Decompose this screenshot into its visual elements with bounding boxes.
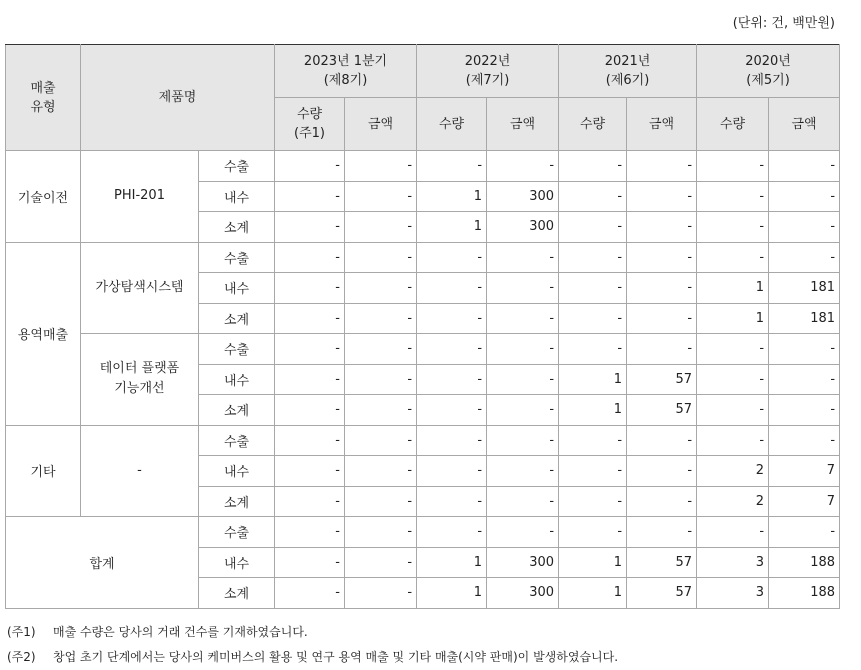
value-cell: - [559,212,627,243]
value-cell: - [559,181,627,212]
value-cell: - [487,151,559,182]
value-cell: - [697,181,769,212]
value-cell: 57 [627,364,697,395]
header-product-name: 제품명 [81,45,275,151]
table-row [6,517,840,548]
table-row [6,334,840,365]
value-cell: - [345,456,417,487]
header-sales-type: 매출 유형 [6,45,81,151]
value-cell: - [275,334,345,365]
value-cell: - [417,364,487,395]
value-cell: - [487,456,559,487]
header-qty: 수량 [559,98,627,151]
value-cell: - [345,364,417,395]
value-cell: 1 [559,395,627,426]
value-cell: 7 [769,456,840,487]
value-cell: - [769,151,840,182]
value-cell: - [769,212,840,243]
value-cell: 57 [627,578,697,609]
value-cell: - [275,273,345,304]
value-cell: - [627,273,697,304]
value-cell: 57 [627,395,697,426]
value-cell: - [697,395,769,426]
value-cell: - [345,486,417,517]
value-cell: - [769,425,840,456]
value-cell: - [345,547,417,578]
value-cell: 1 [559,547,627,578]
value-cell: 300 [487,212,559,243]
value-cell: 3 [697,578,769,609]
value-cell: 3 [697,547,769,578]
value-cell: - [417,334,487,365]
value-cell: - [345,151,417,182]
value-cell: - [769,395,840,426]
product-name-cell: - [81,425,199,517]
value-cell: 1 [417,578,487,609]
value-cell: - [487,242,559,273]
value-cell: - [769,242,840,273]
value-cell: - [769,334,840,365]
value-cell: - [627,303,697,334]
table-row [6,151,840,182]
value-cell: - [487,303,559,334]
row-kind-cell: 소계 [199,395,275,426]
value-cell: - [275,212,345,243]
row-kind-cell: 수출 [199,242,275,273]
value-cell: - [769,181,840,212]
row-kind-cell: 내수 [199,181,275,212]
value-cell: - [627,456,697,487]
value-cell: - [345,303,417,334]
value-cell: 7 [769,486,840,517]
product-name-cell: PHI-201 [81,151,199,243]
sales-table [5,44,840,609]
value-cell: - [275,517,345,548]
value-cell: - [345,578,417,609]
row-kind-cell: 소계 [199,212,275,243]
value-cell: - [559,303,627,334]
footnote-2: (주2) 창업 초기 단계에서는 당사의 케미버스의 활용 및 연구 용역 매출 및 기타 매출(시약 판매)이 발생하였습니다. [7,650,619,664]
value-cell: - [627,334,697,365]
value-cell: 1 [417,212,487,243]
header-period: 2023년 1분기 (제8기) [275,45,417,98]
value-cell: - [275,364,345,395]
value-cell: - [275,395,345,426]
value-cell: - [559,242,627,273]
value-cell: - [417,425,487,456]
value-cell: - [627,181,697,212]
value-cell: - [345,181,417,212]
row-kind-cell: 수출 [199,517,275,548]
value-cell: - [487,517,559,548]
value-cell: 1 [697,273,769,304]
value-cell: 1 [559,364,627,395]
value-cell: - [275,242,345,273]
value-cell: - [417,303,487,334]
value-cell: - [769,517,840,548]
sales-type-cell: 용역매출 [6,242,81,425]
header-qty: 수량 [697,98,769,151]
header-row-periods [6,45,840,98]
value-cell: - [487,395,559,426]
value-cell: - [345,242,417,273]
header-period: 2022년 (제7기) [417,45,559,98]
value-cell: - [487,273,559,304]
value-cell: - [487,364,559,395]
value-cell: - [697,242,769,273]
value-cell: - [697,334,769,365]
value-cell: - [417,456,487,487]
row-kind-cell: 내수 [199,456,275,487]
value-cell: - [275,151,345,182]
value-cell: 300 [487,578,559,609]
value-cell: - [559,517,627,548]
value-cell: - [559,334,627,365]
value-cell: - [627,151,697,182]
value-cell: - [417,517,487,548]
value-cell: - [697,364,769,395]
value-cell: - [417,273,487,304]
value-cell: - [487,486,559,517]
value-cell: 57 [627,547,697,578]
value-cell: - [275,456,345,487]
value-cell: - [627,425,697,456]
value-cell: - [627,212,697,243]
row-kind-cell: 수출 [199,151,275,182]
value-cell: - [417,151,487,182]
table-body [6,151,840,609]
footnotes [7,620,618,670]
header-amount: 금액 [627,98,697,151]
value-cell: - [275,578,345,609]
value-cell: 1 [559,578,627,609]
row-kind-cell: 수출 [199,334,275,365]
product-name-cell: 테이터 플랫폼 기능개선 [81,334,199,426]
header-amount: 금액 [487,98,559,151]
value-cell: 1 [417,181,487,212]
header-period: 2020년 (제5기) [697,45,840,98]
value-cell: - [345,425,417,456]
header-amount: 금액 [769,98,840,151]
value-cell: - [697,517,769,548]
header-period: 2021년 (제6기) [559,45,697,98]
value-cell: - [345,212,417,243]
value-cell: - [417,486,487,517]
row-kind-cell: 소계 [199,486,275,517]
header-qty: 수량 [417,98,487,151]
value-cell: - [275,181,345,212]
value-cell: - [417,242,487,273]
value-cell: 188 [769,578,840,609]
table-row [6,425,840,456]
table-row [6,242,840,273]
value-cell: - [559,273,627,304]
value-cell: - [627,517,697,548]
total-label-cell: 합계 [6,517,199,609]
value-cell: 1 [417,547,487,578]
header-amount: 금액 [345,98,417,151]
row-kind-cell: 내수 [199,547,275,578]
row-kind-cell: 내수 [199,273,275,304]
value-cell: - [769,364,840,395]
value-cell: - [345,395,417,426]
value-cell: - [559,425,627,456]
value-cell: 1 [697,303,769,334]
header-qty: 수량 (주1) [275,98,345,151]
value-cell: - [345,273,417,304]
value-cell: - [487,425,559,456]
unit-note: (단위: 건, 백만원) [732,16,835,31]
value-cell: - [275,425,345,456]
value-cell: 300 [487,547,559,578]
value-cell: 181 [769,273,840,304]
row-kind-cell: 수출 [199,425,275,456]
value-cell: - [345,517,417,548]
value-cell: - [487,334,559,365]
value-cell: - [417,395,487,426]
value-cell: - [559,151,627,182]
value-cell: - [697,212,769,243]
value-cell: 2 [697,456,769,487]
footnote-1: (주1) 매출 수량은 당사의 거래 건수를 기재하였습니다. [7,625,308,639]
value-cell: 2 [697,486,769,517]
value-cell: 181 [769,303,840,334]
sales-type-cell: 기술이전 [6,151,81,243]
row-kind-cell: 소계 [199,303,275,334]
value-cell: - [559,486,627,517]
value-cell: - [627,486,697,517]
sales-type-cell: 기타 [6,425,81,517]
value-cell: - [275,547,345,578]
value-cell: - [275,486,345,517]
product-name-cell: 가상탐색시스템 [81,242,199,334]
value-cell: - [345,334,417,365]
value-cell: - [627,242,697,273]
value-cell: - [559,456,627,487]
value-cell: - [697,151,769,182]
value-cell: 188 [769,547,840,578]
row-kind-cell: 소계 [199,578,275,609]
value-cell: 300 [487,181,559,212]
value-cell: - [697,425,769,456]
value-cell: - [275,303,345,334]
row-kind-cell: 내수 [199,364,275,395]
